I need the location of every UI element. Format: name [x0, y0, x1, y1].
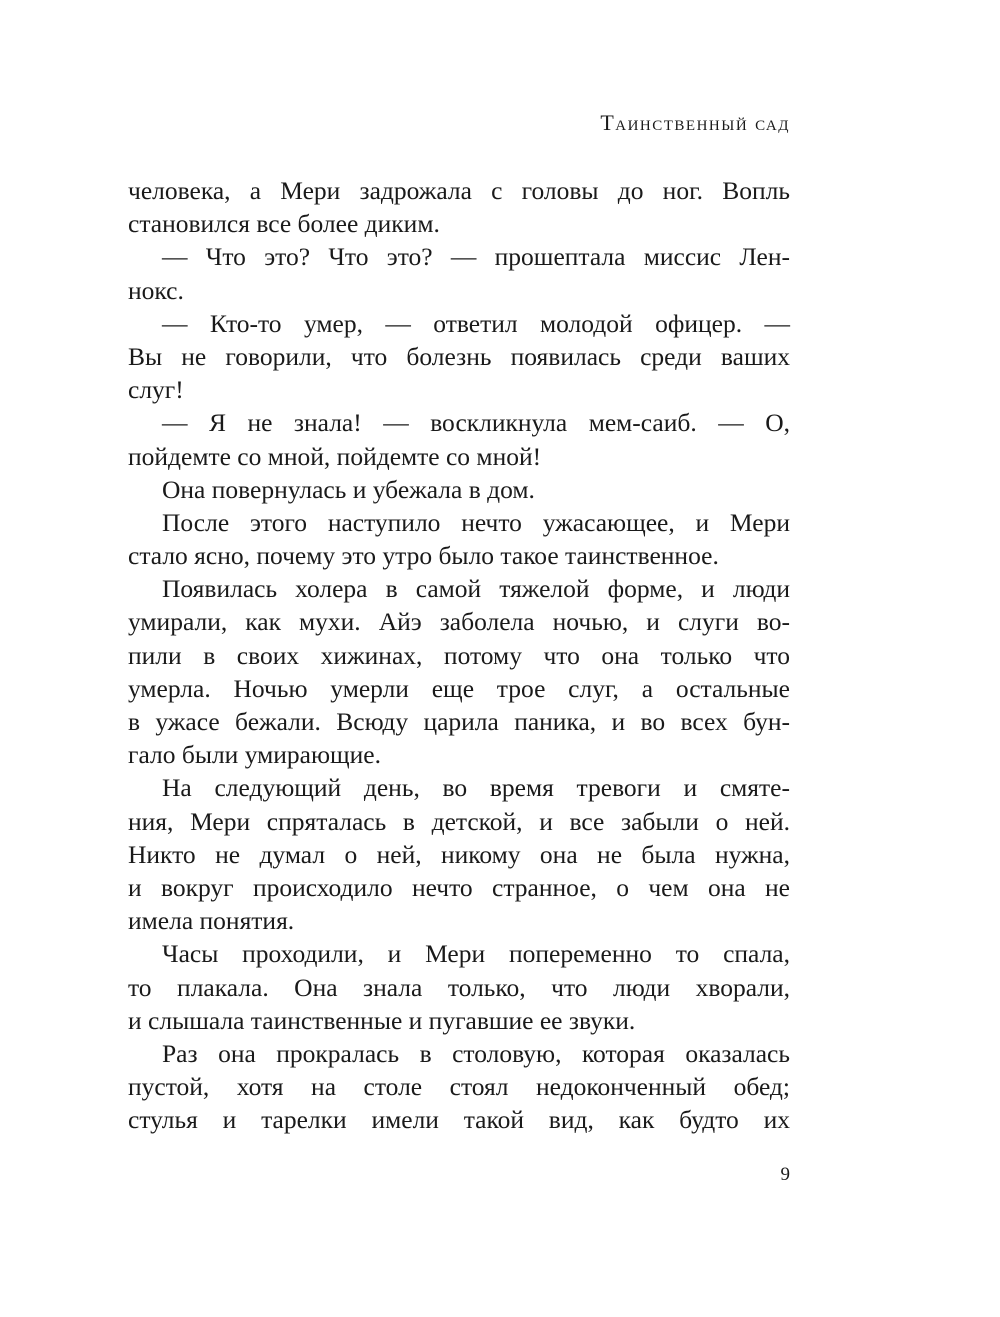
- text-line: и слышала таинственные и пугавшие ее звуки.: [128, 1005, 636, 1035]
- text-line: человека, а Мери задрожала с головы до ног. Вопль: [128, 176, 790, 205]
- text-line: умерла. Ночью умерли еще трое слуг, а остальные: [128, 673, 790, 703]
- text-line: стало ясно, почему это утро было такое таинственное.: [128, 541, 719, 571]
- text-line: — Я не знала! — воскликнула мем-саиб. — О,: [162, 408, 790, 438]
- text-line: слуг!: [128, 375, 184, 405]
- text-line: в ужасе бежали. Всюду царила паника, и во всех бун-: [128, 707, 790, 736]
- text-line: На следующий день, во время тревоги и смяте-: [162, 773, 790, 803]
- text-line: После этого наступило нечто ужасающее, и Мери: [162, 507, 790, 537]
- text-line: Появилась холера в самой тяжелой форме, и люди: [162, 574, 790, 604]
- body-text: [128, 174, 790, 1136]
- running-title: Таинственный сад: [600, 110, 790, 135]
- text-line: становился все более диким.: [128, 209, 440, 239]
- text-line: Раз она прокралась в столовую, которая оказалась: [162, 1038, 790, 1068]
- text-line: стулья и тарелки имели такой вид, как будто их: [128, 1105, 790, 1135]
- text-line: пойдемте со мной, пойдемте со мной!: [128, 441, 542, 471]
- text-line: — Что это? Что это? — прошептала миссис Лен-: [162, 242, 790, 272]
- text-line: ния, Мери спряталась в детской, и все забыли о ней.: [128, 806, 790, 836]
- text-line: то плакала. Она знала только, что люди хворали,: [128, 972, 790, 1002]
- text-line: гало были умирающие.: [128, 740, 381, 770]
- text-line: — Кто-то умер, — ответил молодой офицер. —: [162, 308, 790, 338]
- text-line: Она повернулась и убежала в дом.: [162, 474, 535, 504]
- page-number: 9: [780, 1164, 790, 1185]
- text-line: Никто не думал о ней, никому она не была нужна,: [128, 839, 790, 869]
- text-line: пили в своих хижинах, потому что она только что: [128, 640, 790, 670]
- text-line: и вокруг происходило нечто странное, о чем она не: [128, 872, 790, 902]
- text-line: пустой, хотя на столе стоял недоконченный обед;: [128, 1072, 790, 1102]
- text-line: имела понятия.: [128, 906, 295, 936]
- text-line: нокс.: [128, 275, 184, 305]
- text-line: Вы не говорили, что болезнь появилась среди ваших: [128, 341, 790, 371]
- text-line: умирали, как мухи. Айэ заболела ночью, и слуги во-: [128, 607, 790, 637]
- text-line: Часы проходили, и Мери попеременно то спала,: [162, 939, 790, 969]
